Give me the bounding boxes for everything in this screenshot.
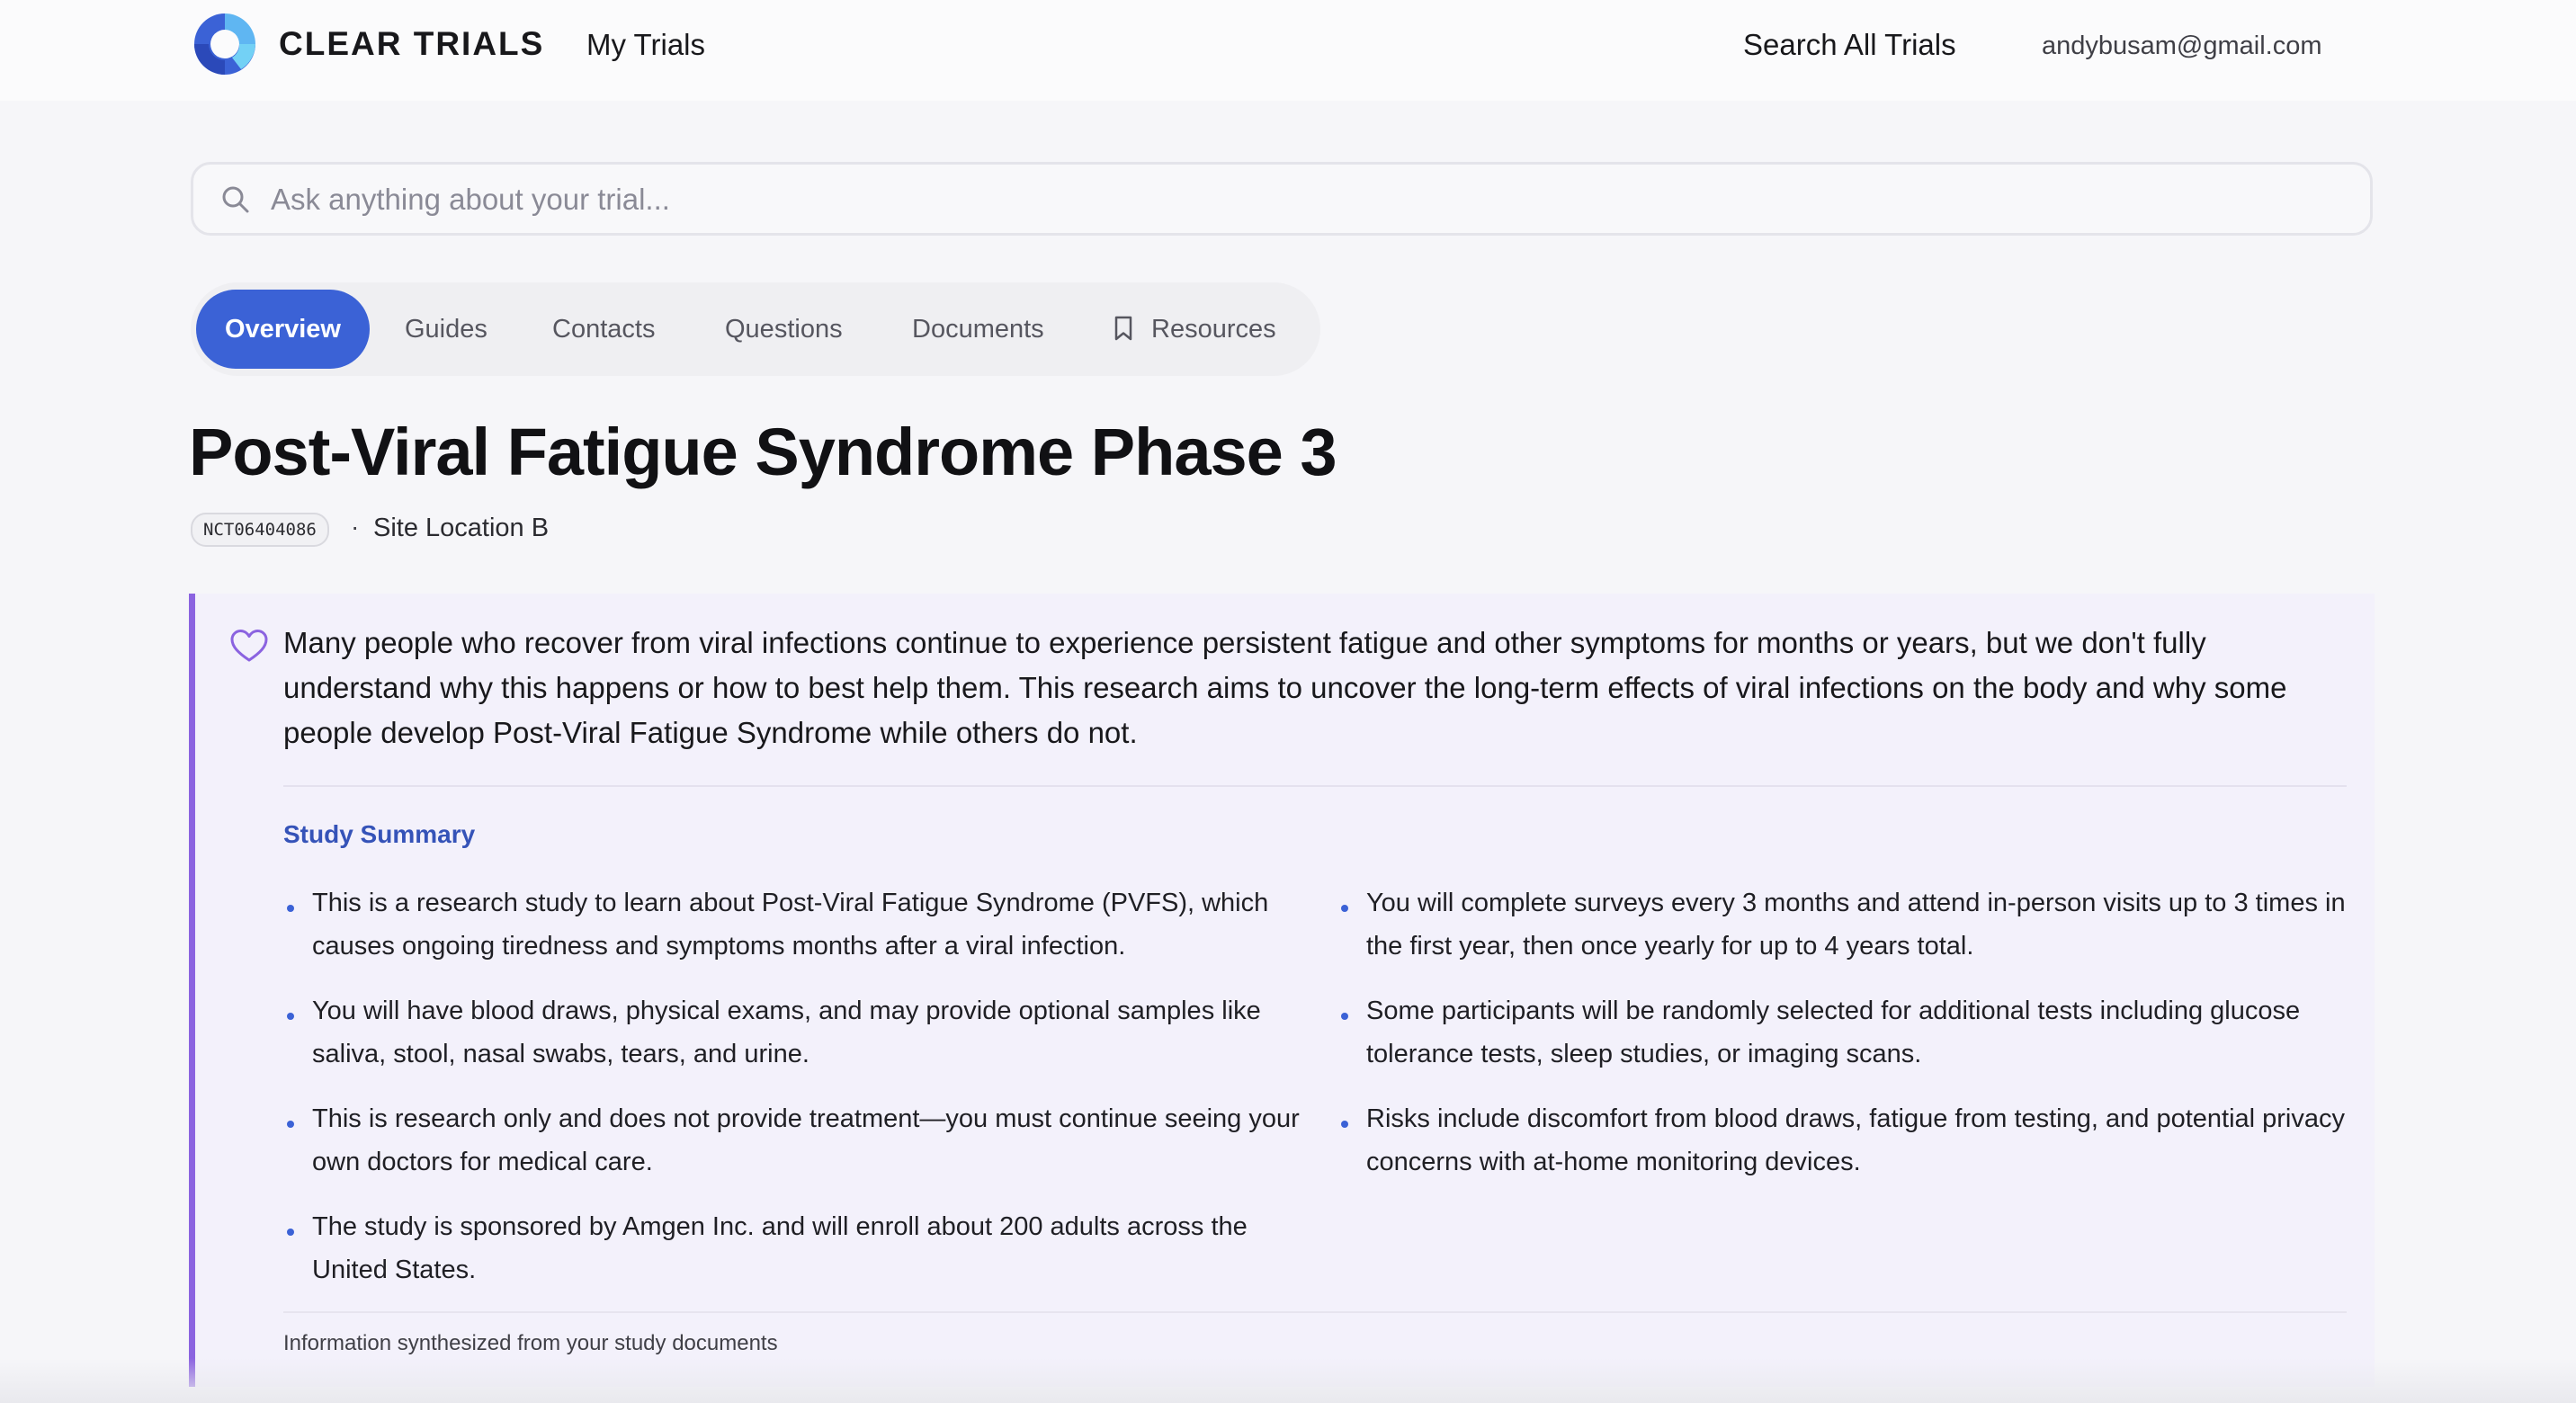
footer-divider [283, 1311, 2347, 1313]
bottom-scroll-shadow [0, 1358, 2576, 1403]
heart-icon [229, 628, 269, 664]
nct-id-badge: NCT06404086 [191, 513, 329, 547]
list-item [1337, 989, 2363, 1076]
trial-tabs [191, 282, 1320, 376]
bookmark-icon [1114, 316, 1133, 341]
tab-documents[interactable]: Documents [912, 315, 1044, 344]
tab-overview[interactable]: Overview [196, 290, 370, 369]
bullet-dot-icon [287, 1121, 294, 1128]
bullet-dot-icon [1341, 905, 1348, 912]
tab-resources-label: Resources [1151, 315, 1276, 344]
search-icon [220, 184, 251, 215]
trial-overview-card [189, 594, 2375, 1387]
tab-questions[interactable]: Questions [725, 315, 843, 344]
bullet-dot-icon [1341, 1121, 1348, 1128]
tab-resources[interactable] [1114, 290, 1276, 369]
study-summary-list-left [283, 881, 1309, 1313]
tab-contacts[interactable]: Contacts [552, 315, 656, 344]
list-item [283, 989, 1309, 1076]
list-item [283, 881, 1309, 968]
study-summary-heading: Study Summary [283, 820, 476, 848]
list-item [1337, 1097, 2363, 1184]
list-item [283, 1097, 1309, 1184]
list-item-text: You will complete surveys every 3 months and attend in-person visits up to 3 times in the first year, then once yearly for up to 4 years total. [1366, 889, 2346, 961]
trial-intro-text: Many people who recover from viral infections continue to experience persistent fatigue and other symptoms for months or years, but we don't fully understand why this happens or how to best help them. This research aims to uncover the long-term effects of viral infections on the body and why some people develop Post-Viral Fatigue Syndrome while others do not. [283, 626, 2287, 749]
site-location: Site Location B [373, 514, 550, 542]
bullet-dot-icon [1341, 1013, 1348, 1020]
page-title: Post-Viral Fatigue Syndrome Phase 3 [189, 415, 1337, 489]
source-note: Information synthesized from your study documents [283, 1331, 778, 1355]
bullet-dot-icon [287, 1229, 294, 1236]
bullet-dot-icon [287, 1013, 294, 1020]
study-summary-list-right [1337, 881, 2363, 1205]
brand-name[interactable]: CLEAR TRIALS [279, 25, 545, 62]
clear-trials-logo[interactable] [191, 10, 259, 78]
list-item-text: You will have blood draws, physical exams, and may provide optional samples like saliva, stool, nasal swabs, tears, and urine. [312, 996, 1261, 1068]
search-input[interactable] [269, 174, 2341, 226]
list-item-text: This is a research study to learn about Post-Viral Fatigue Syndrome (PVFS), which causes ongoing tiredness and symptoms months after a viral infection. [312, 889, 1269, 961]
list-item [283, 1205, 1309, 1291]
nav-my-trials-link[interactable]: My Trials [586, 28, 705, 61]
list-item-text: This is research only and does not provide treatment—you must continue seeing your own doctors for medical care. [312, 1104, 1300, 1176]
list-item-text: Risks include discomfort from blood draws, fatigue from testing, and potential privacy concerns with at-home monitoring devices. [1366, 1104, 2345, 1176]
section-divider [283, 785, 2347, 787]
meta-separator: · [351, 513, 360, 541]
trial-question-search-box[interactable] [191, 162, 2373, 236]
nav-search-all-trials-link[interactable]: Search All Trials [1743, 28, 1956, 61]
list-item-text: The study is sponsored by Amgen Inc. and will enroll about 200 adults across the United States. [312, 1212, 1248, 1284]
bullet-dot-icon [287, 905, 294, 912]
top-navigation-bar [0, 0, 2576, 101]
tab-guides[interactable]: Guides [405, 315, 487, 344]
list-item-text: Some participants will be randomly selected for additional tests including glucose tolerance tests, sleep studies, or imaging scans. [1366, 996, 2301, 1068]
list-item [1337, 881, 2363, 968]
user-email-menu[interactable]: andybusam@gmail.com [2042, 31, 2322, 60]
